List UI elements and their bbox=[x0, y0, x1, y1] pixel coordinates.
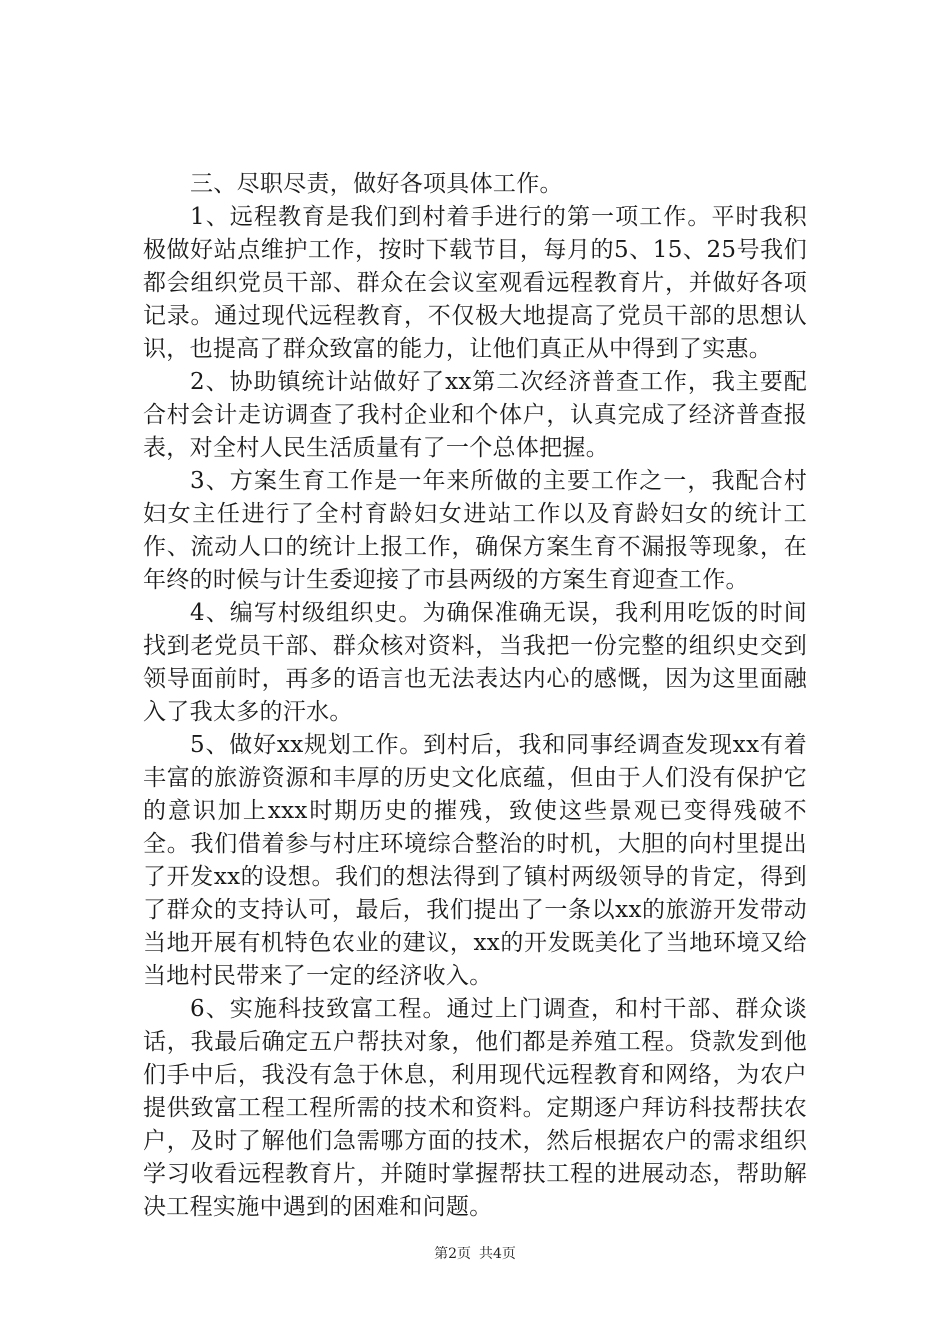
paragraph-economic-census: 2、协助镇统计站做好了xx第二次经济普查工作，我主要配合村会计走访调查了我村企业和个体户，认真完成了经济普查报表，对全村人民生活质量有了一个总体把握。 bbox=[143, 369, 807, 461]
page-footer bbox=[0, 1244, 950, 1264]
paragraph-tech-poverty-relief: 6、实施科技致富工程。通过上门调查，和村干部、群众谈话，我最后确定五户帮扶对象，他们都是养殖工程。贷款发到他们手中后，我没有急于休息，利用现代远程教育和网络，为农户提供致富工程工程所需的技术和资料。定期逐户拜访科技帮扶农户，及时了解他们急需哪方面的技术，然后根据农户的需求组织学习收看远程教育片，并随时掌握帮扶工程的进展动态，帮助解决工程实施中遇到的困难和问题。 bbox=[143, 996, 807, 1220]
section-heading: 三、尽职尽责，做好各项具体工作。 bbox=[190, 171, 563, 197]
document-body bbox=[143, 168, 807, 1224]
paragraph-family-planning: 3、方案生育工作是一年来所做的主要工作之一，我配合村妇女主任进行了全村育龄妇女进站工作以及育龄妇女的统计工作、流动人口的统计上报工作，确保方案生育不漏报等现象，在年终的时候与计生委迎接了市县两级的方案生育迎查工作。 bbox=[143, 468, 807, 593]
paragraph-planning-work: 5、做好xx规划工作。到村后，我和同事经调查发现xx有着丰富的旅游资源和丰厚的历史文化底蕴，但由于人们没有保护它的意识加上xxx时期历史的摧残，致使这些景观已变得残破不全。我们借着参与村庄环境综合整治的时机，大胆的向村里提出了开发xx的设想。我们的想法得到了镇村两级领导的肯定，得到了群众的支持认可，最后，我们提出了一条以xx的旅游开发带动当地开展有机特色农业的建议，xx的开发既美化了当地环境又给当地村民带来了一定的经济收入。 bbox=[143, 732, 807, 989]
paragraph-remote-education: 1、远程教育是我们到村着手进行的第一项工作。平时我积极做好站点维护工作，按时下载节目，每月的5、15、25号我们都会组织党员干部、群众在会议室观看远程教育片，并做好各项记录。通过现代远程教育，不仅极大地提高了党员干部的思想认识，也提高了群众致富的能力，让他们真正从中得到了实惠。 bbox=[143, 204, 807, 362]
page-number: 第2页 bbox=[434, 1246, 471, 1262]
page-total: 共4页 bbox=[479, 1246, 516, 1262]
paragraph-organization-history: 4、编写村级组织史。为确保准确无误，我利用吃饭的时间找到老党员干部、群众核对资料，当我把一份完整的组织史交到领导面前时，再多的语言也无法表达内心的感慨，因为这里面融入了我太多的汗水。 bbox=[143, 600, 807, 725]
